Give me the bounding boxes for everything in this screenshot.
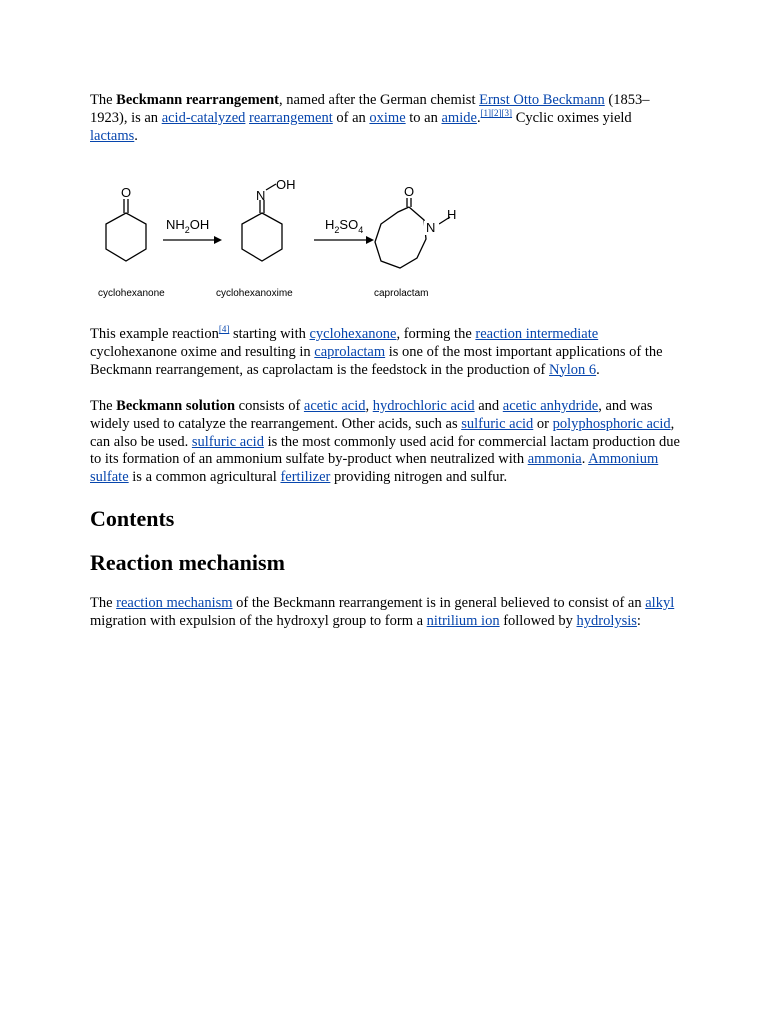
label-caprolactam: caprolactam <box>374 288 429 299</box>
citation-3[interactable]: [3] <box>501 107 513 118</box>
reagent-nh2oh: $NH_2OH$ <box>166 217 210 235</box>
citation-1[interactable]: [1] <box>480 107 492 118</box>
heading-contents: Contents <box>90 506 175 531</box>
link-amide[interactable]: amide <box>441 109 477 126</box>
link-sulfuric-acid-2[interactable]: sulfuric acid <box>191 433 264 450</box>
reagent-h2so4: $H_2SO_4$ <box>325 217 364 235</box>
citation-group <box>481 108 513 118</box>
arrowhead-2 <box>366 236 374 244</box>
citation-4[interactable]: [4] <box>218 324 230 334</box>
link-fertilizer[interactable]: fertilizer <box>280 469 331 486</box>
link-nitrilium-ion[interactable]: nitrilium ion <box>426 612 500 629</box>
citation-2[interactable]: [2] <box>491 107 502 118</box>
link-caprolactam[interactable]: caprolactam <box>314 343 386 360</box>
atom-n-caprolactam: N <box>426 220 436 235</box>
link-acetic-acid[interactable]: acetic acid <box>303 398 366 414</box>
mechanism-paragraph: The reaction mechanism of the Beckmann rearrangement is in general believed to consist of an alkyl migration with expulsion of the hydroxyl group to form a nitrilium ion followed by hydrolysis: <box>90 595 675 629</box>
beckmann-solution-paragraph: The Beckmann solution consists of acetic acid, hydrochloric acid and acetic anhydride, and was widely used to catalyze the rearrangement. Other acids, such as sulfuric acid or polyphosphoric acid, can also be used. sulfuric acid is the most commonly used acid for commercial lactam production due to its formation of an ammonium sulfate by-product when neutralized with ammonia. Ammonium sulfate is a common agricultural fertilizer providing nitrogen and sulfur. <box>90 398 680 486</box>
heading-reaction-mechanism: Reaction mechanism <box>90 550 285 575</box>
link-lactams[interactable]: lactams <box>90 127 135 144</box>
intro-paragraph: The Beckmann rearrangement, named after the German chemist Ernst Otto Beckmann (1853–1923), is an acid-catalyzed rearrangement of an oxime to an amide.[1][2][3] Cyclic oximes yield lactams. <box>90 92 650 144</box>
link-reaction-intermediate[interactable]: reaction intermediate <box>475 326 599 342</box>
label-cyclohexanone: cyclohexanone <box>98 288 165 299</box>
term-beckmann-rearrangement: Beckmann rearrangement <box>116 92 279 108</box>
arrowhead-1 <box>214 236 222 244</box>
link-hydrochloric-acid[interactable]: hydrochloric acid <box>372 398 475 414</box>
citation-group-2 <box>219 324 230 334</box>
atom-h-caprolactam: H <box>447 207 457 222</box>
link-reaction-mechanism[interactable]: reaction mechanism <box>116 595 233 611</box>
term-beckmann-solution: Beckmann solution <box>116 398 236 414</box>
link-ammonium-sulfate[interactable]: Ammonium sulfate <box>90 451 659 486</box>
atom-o-cyclohexanone: O <box>121 185 132 200</box>
link-ammonia[interactable]: ammonia <box>527 451 582 468</box>
atom-oh-oxime: OH <box>276 177 296 192</box>
link-rearrangement[interactable]: rearrangement <box>249 109 333 126</box>
link-acid-catalyzed[interactable]: acid-catalyzed <box>161 109 246 126</box>
example-paragraph: This example reaction[4] starting with cyclohexanone, forming the reaction intermediate cyclohexanone oxime and resulting in caprolactam is one of the most important applications of the Beckmann rearrangement, as caprolactam is the feedstock in the production of Nylon 6. <box>90 324 663 378</box>
link-cyclohexanone[interactable]: cyclohexanone <box>309 326 397 342</box>
reaction-scheme <box>88 172 468 307</box>
n-oh-bond <box>266 184 276 190</box>
cyclohexanone-ring <box>106 213 146 261</box>
link-sulfuric-acid[interactable]: sulfuric acid <box>461 415 534 432</box>
atom-o-caprolactam: O <box>404 184 415 199</box>
link-oxime[interactable]: oxime <box>369 109 406 126</box>
link-acetic-anhydride[interactable]: acetic anhydride <box>502 398 599 414</box>
atom-n-oxime: N <box>256 188 266 203</box>
caprolactam-ring-upper <box>375 207 426 268</box>
label-cyclohexanoxime: cyclohexanoxime <box>216 288 293 299</box>
link-alkyl[interactable]: alkyl <box>645 595 675 611</box>
link-hydrolysis[interactable]: hydrolysis <box>576 612 637 629</box>
oxime-ring <box>242 213 282 261</box>
link-nylon-6[interactable]: Nylon 6 <box>549 361 597 378</box>
link-polyphosphoric-acid[interactable]: polyphosphoric acid <box>552 415 671 432</box>
link-ernst-otto-beckmann[interactable]: Ernst Otto Beckmann <box>479 92 605 108</box>
